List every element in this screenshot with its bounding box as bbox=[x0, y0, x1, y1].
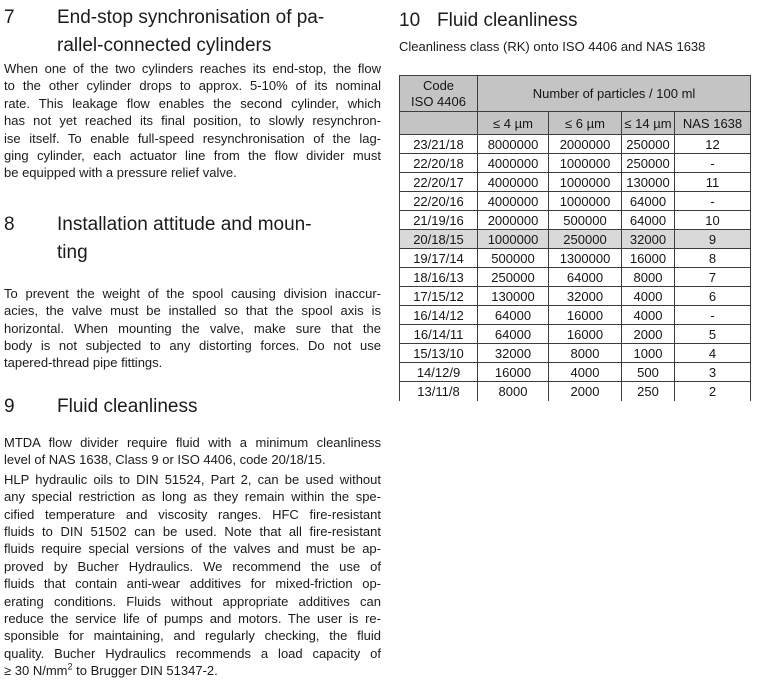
table-head bbox=[400, 76, 751, 135]
right-column bbox=[399, 7, 750, 401]
text-line: MTDA flow divider require fluid with a minimum cleanliness bbox=[4, 434, 381, 450]
text-line: quality. Bucher Hydraulics recommends a load capacity of bbox=[4, 645, 381, 661]
table-row bbox=[400, 154, 751, 173]
table-cell: 4000 bbox=[622, 306, 675, 325]
text-line: fluids require special versions of the valves and must be ap- bbox=[4, 541, 381, 557]
table-cell: 1000000 bbox=[478, 230, 549, 249]
table-cell: 1300000 bbox=[549, 249, 622, 268]
table-cell: 250000 bbox=[622, 154, 675, 173]
text-line: cified temperature and viscosity ranges. HFC fire-resistant bbox=[4, 506, 381, 522]
table-row bbox=[400, 173, 751, 192]
table-cell: 1000000 bbox=[549, 173, 622, 192]
text-line: to the other cylinder drops to approx. 5-10% of its nominal bbox=[4, 78, 381, 94]
text-line: Installation attitude and moun- bbox=[57, 213, 312, 235]
table-cell: 5 bbox=[675, 325, 751, 344]
section-9-body-2 bbox=[4, 471, 381, 680]
table-row bbox=[400, 268, 751, 287]
section-10-title bbox=[437, 7, 750, 35]
table-cell: 7 bbox=[675, 268, 751, 287]
section-10-number: 10 bbox=[399, 10, 421, 31]
text-line: End-stop synchronisation of pa- bbox=[57, 7, 325, 28]
table-cell: - bbox=[675, 306, 751, 325]
table-cell: 130000 bbox=[478, 287, 549, 306]
table-cell: 8000 bbox=[622, 268, 675, 287]
text-line: Code bbox=[422, 77, 455, 93]
table-cell: 18/16/13 bbox=[400, 268, 478, 287]
table-cell: 13/11/8 bbox=[400, 382, 478, 401]
header-col-nas1638: NAS 1638 bbox=[675, 112, 751, 135]
table-cell: - bbox=[675, 154, 751, 173]
table-cell: 64000 bbox=[478, 325, 549, 344]
text-line: reduce the service life of pumps and motors. The user is re- bbox=[4, 610, 381, 626]
table-row bbox=[400, 230, 751, 249]
text-line: rallel-connected cylinders bbox=[57, 35, 272, 56]
cleanliness-table bbox=[399, 75, 751, 401]
text-line: ≥ 30 $N/mm^2$ to Brugger DIN 51347-2. bbox=[4, 661, 218, 679]
table-cell: 64000 bbox=[478, 306, 549, 325]
section-8-number: 8 bbox=[4, 213, 15, 235]
table-cell: 4000 bbox=[549, 363, 622, 382]
text-line: sponsible for maintaining, and regularly checking, the fluid bbox=[4, 628, 381, 644]
table-cell: 15/13/10 bbox=[400, 344, 478, 363]
table-row bbox=[400, 363, 751, 382]
table-cell: 2000 bbox=[622, 325, 675, 344]
table-cell: 10 bbox=[675, 211, 751, 230]
table-cell: 6 bbox=[675, 287, 751, 306]
table-cell: 1000 bbox=[622, 344, 675, 363]
table-cell: 16000 bbox=[622, 249, 675, 268]
table-cell: 17/15/12 bbox=[400, 287, 478, 306]
table-cell: 32000 bbox=[549, 287, 622, 306]
table-row bbox=[400, 287, 751, 306]
table-cell: 1000000 bbox=[549, 154, 622, 173]
table-cell: 9 bbox=[675, 230, 751, 249]
header-particles-span: Number of particles / 100 ml bbox=[478, 76, 751, 112]
text-line: has not yet reached its final position, to slowly resynchron- bbox=[4, 113, 381, 129]
table-header-row-1 bbox=[400, 76, 751, 112]
table-cell: 20/18/15 bbox=[400, 230, 478, 249]
table-cell: 3 bbox=[675, 363, 751, 382]
table-cell: 16/14/12 bbox=[400, 306, 478, 325]
table-row bbox=[400, 135, 751, 154]
table-cell: 16000 bbox=[549, 325, 622, 344]
table-cell: 4000000 bbox=[478, 173, 549, 192]
section-8-title bbox=[57, 211, 381, 267]
table-cell: 19/17/14 bbox=[400, 249, 478, 268]
header-code-iso4406 bbox=[400, 76, 478, 112]
table-cell: 4000 bbox=[622, 287, 675, 306]
table-cell: - bbox=[675, 192, 751, 211]
table-cell: 2000000 bbox=[549, 135, 622, 154]
table-row bbox=[400, 344, 751, 363]
table-cell: 250 bbox=[622, 382, 675, 401]
table-cell: 500000 bbox=[549, 211, 622, 230]
table-cell: 16000 bbox=[478, 363, 549, 382]
section-9-title bbox=[57, 393, 381, 421]
table-caption: Cleanliness class (RK) onto ISO 4406 and NAS 1638 bbox=[399, 39, 706, 54]
text-line: ISO 4406 bbox=[411, 93, 466, 109]
table-cell: 130000 bbox=[622, 173, 675, 192]
table-cell: 16/14/11 bbox=[400, 325, 478, 344]
section-9-number: 9 bbox=[4, 395, 15, 417]
section-9-body-1 bbox=[4, 434, 381, 469]
table-row bbox=[400, 249, 751, 268]
text-line: proved by Bucher Hydraulics. We recommend the use of bbox=[4, 558, 381, 574]
table-cell: 4 bbox=[675, 344, 751, 363]
table-cell: 8000 bbox=[549, 344, 622, 363]
header-col-6um: ≤ 6 µm bbox=[549, 112, 622, 135]
section-10-heading bbox=[399, 7, 750, 35]
text-line: To prevent the weight of the spool causing division inaccur- bbox=[4, 285, 381, 301]
text-line: body is not subjected to any distorting forces. Do not use bbox=[4, 338, 381, 354]
text-line: Fluid cleanliness bbox=[57, 395, 198, 417]
table-row bbox=[400, 192, 751, 211]
table-cell: 8000 bbox=[478, 382, 549, 401]
text-line: ging cylinder, each actuator line from the flow divider must bbox=[4, 148, 381, 164]
table-cell: 14/12/9 bbox=[400, 363, 478, 382]
table-cell: 2000 bbox=[549, 382, 622, 401]
text-line: any special restriction as long as they remain within the spe- bbox=[4, 489, 381, 505]
section-8-body bbox=[4, 285, 381, 372]
table-cell: 250000 bbox=[478, 268, 549, 287]
table-row bbox=[400, 382, 751, 401]
table-row bbox=[400, 306, 751, 325]
table-cell: 2000000 bbox=[478, 211, 549, 230]
table-cell: 8000000 bbox=[478, 135, 549, 154]
text-line: rate. This leakage flow enables the second cylinder, which bbox=[4, 95, 381, 111]
section-7-title bbox=[57, 4, 381, 60]
table-cell: 250000 bbox=[622, 135, 675, 154]
header-col-4um: ≤ 4 µm bbox=[478, 112, 549, 135]
table-cell: 64000 bbox=[622, 211, 675, 230]
left-column bbox=[4, 4, 381, 680]
table-cell: 64000 bbox=[622, 192, 675, 211]
table-row bbox=[400, 211, 751, 230]
section-7-body bbox=[4, 60, 381, 182]
table-cell: 32000 bbox=[622, 230, 675, 249]
table-cell: 8 bbox=[675, 249, 751, 268]
section-10-title-text: Fluid cleanliness bbox=[437, 10, 578, 31]
table-cell: 22/20/17 bbox=[400, 173, 478, 192]
table-cell: 64000 bbox=[549, 268, 622, 287]
table-cell: 1000000 bbox=[549, 192, 622, 211]
text-line: acies, the valve must be installed so that the spool axis is bbox=[4, 303, 381, 319]
table-cell: 21/19/16 bbox=[400, 211, 478, 230]
table-row bbox=[400, 325, 751, 344]
text-line: ise itself. To enable full-speed resynchronisation of the lag- bbox=[4, 130, 381, 146]
text-line: level of NAS 1638, Class 9 or ISO 4406, code 20/18/15. bbox=[4, 452, 326, 468]
table-cell: 4000000 bbox=[478, 192, 549, 211]
header-empty-cell bbox=[400, 112, 478, 135]
table-cell: 23/21/18 bbox=[400, 135, 478, 154]
text-line: ting bbox=[57, 241, 88, 263]
table-cell: 32000 bbox=[478, 344, 549, 363]
table-cell: 22/20/16 bbox=[400, 192, 478, 211]
table-cell: 4000000 bbox=[478, 154, 549, 173]
section-8-heading bbox=[4, 211, 381, 267]
table-cell: 250000 bbox=[549, 230, 622, 249]
header-col-14um: ≤ 14 µm bbox=[622, 112, 675, 135]
table-cell: 22/20/18 bbox=[400, 154, 478, 173]
text-line: erating conditions. Fluids without appropriate additives can bbox=[4, 593, 381, 609]
text-line: fluids to DIN 51502 can be used. Note that all fire-resistant bbox=[4, 523, 381, 539]
table-header-row-2 bbox=[400, 112, 751, 135]
text-line: horizontal. When mounting the valve, make sure that the bbox=[4, 320, 381, 336]
table-cell: 11 bbox=[675, 173, 751, 192]
text-line: fluids that contain anti-wear additives for mixed-friction op- bbox=[4, 576, 381, 592]
text-line: tapered-thread pipe fittings. bbox=[4, 355, 163, 371]
section-7-heading bbox=[4, 4, 381, 60]
text-line: When one of the two cylinders reaches its end-stop, the flow bbox=[4, 61, 381, 76]
section-7-number: 7 bbox=[4, 7, 15, 28]
text-line: be equipped with a pressure relief valve. bbox=[4, 165, 237, 181]
text-line: HLP hydraulic oils to DIN 51524, Part 2, can be used without bbox=[4, 471, 381, 487]
table-cell: 16000 bbox=[549, 306, 622, 325]
section-9-heading bbox=[4, 393, 381, 421]
table-cell: 2 bbox=[675, 382, 751, 401]
table-cell: 500 bbox=[622, 363, 675, 382]
table-cell: 12 bbox=[675, 135, 751, 154]
cleanliness-table-body bbox=[400, 135, 751, 401]
table-cell: 500000 bbox=[478, 249, 549, 268]
